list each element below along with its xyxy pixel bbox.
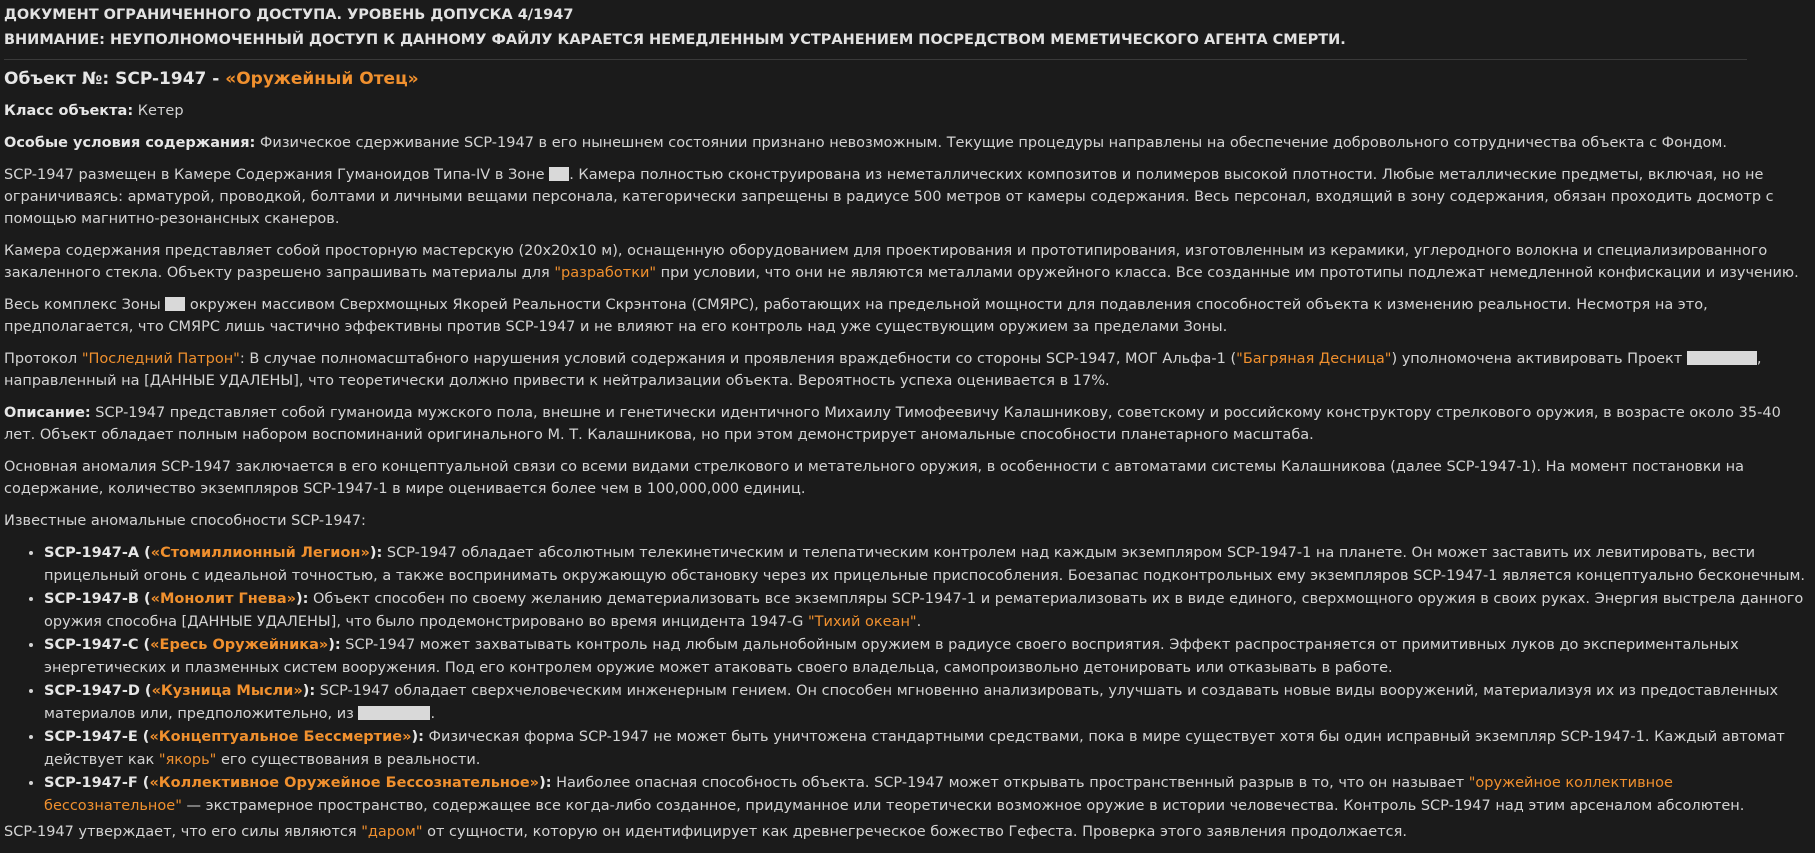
list-item — [44, 726, 1807, 771]
ability-id: SCP-1947-F ( — [44, 775, 150, 791]
description-paragraph-1 — [4, 402, 1807, 446]
ability-name: «Монолит Гнева» — [150, 591, 296, 607]
gift-term: "даром" — [361, 824, 423, 840]
ability-tail: — экстрамерное пространство, содержащее все когда-либо созданное, придуманное или теоретически возможное оружие в истории человечества. Контроль SCP-1947 над этим арсеналом абсолютен. — [181, 797, 1745, 814]
ability-id: SCP-1947-D ( — [44, 683, 152, 699]
containment-intro-text: Физическое сдерживание SCP-1947 в его нынешнем состоянии признано невозможным. Текущие процедуры направлены на обеспечение добровольного сотрудничества объекта с Фондом. — [255, 135, 1727, 151]
abilities-intro: Известные аномальные способности SCP-1947: — [4, 513, 366, 529]
containment-p2-end: при условии, что они не являются металлами оружейного класса. Все созданные им прототипы подлежат немедленной конфискации и изучению. — [656, 265, 1799, 281]
ability-text: Физическая форма SCP-1947 не может быть уничтожена стандартными средствами, пока в мире существует хотя бы один исправный экземпляр SCP-1947-1. Каждый автомат действует как — [44, 729, 1785, 768]
redacted-block — [165, 297, 185, 311]
protocol-text-3: , направленный на [ДАННЫЕ УДАЛЕНЫ], что теоретически должно привести к нейтрализации объекта. Вероятность успеха оценивается в 17%. — [4, 351, 1762, 389]
ability-id-close: ): — [302, 683, 316, 699]
protocol-name: "Последний Патрон" — [81, 351, 240, 367]
list-item — [44, 634, 1807, 679]
containment-intro — [4, 132, 1807, 154]
ability-name: «Коллективное Оружейное Бессознательное» — [149, 775, 540, 791]
ability-text: SCP-1947 может захватывать контроль над любым дальнобойным оружием в радиусе своего восприятия. Эффект распространяется от примитивных луков до экспериментальных энергетических и плазменных систем вооружения. Под его контролем оружие может атаковать своего владельца, самопроизвольно детонировать или отказывать в работе. — [44, 637, 1739, 676]
ability-text: SCP-1947 обладает абсолютным телекинетическим и телепатическим контролем над каждым экземпляром SCP-1947-1 на планете. Он может заставить их левитировать, вести прицельный огонь с идеальной точностью, а также воспринимать окружающую обстановку через их прицельные приспособления. Боезапас подконтрольных ему экземпляров SCP-1947-1 является концептуально бесконечным. — [44, 545, 1806, 584]
protocol-text-2: ) уполномочена активировать Проект — [1391, 351, 1687, 367]
description-p1-text: SCP-1947 представляет собой гуманоида мужского пола, внешне и генетически идентичного Михаилу Тимофеевичу Калашникову, советскому и российскому конструктору стрелкового оружия, в возрасте около 35-40 лет. Объект обладает полным набором воспоминаний оригинального М. Т. Калашникова, но при этом демонстрирует аномальные способности планетарного масштаба. — [4, 405, 1781, 443]
header-divider — [4, 59, 1747, 60]
description-label: Описание: — [4, 405, 91, 421]
containment-p1-end: . Камера полностью сконструирована из неметаллических композитов и полимеров высокой плотности. Любые металлические предметы, включая, но не ограничиваясь: арматурой, проводкой, болтами и личными вещами персонала, категорически запрещены в радиусе 500 метров от камеры содержания. Весь персонал, входящий в зону содержания, обязан проходить досмотр с помощью магнитно-резонансных сканеров. — [4, 167, 1774, 227]
containment-p1-start: SCP-1947 размещен в Камере Содержания Гуманоидов Типа-IV в Зоне — [4, 167, 550, 183]
containment-paragraph-2 — [4, 240, 1807, 284]
object-title — [4, 68, 1807, 90]
ability-id: SCP-1947-B ( — [44, 591, 151, 607]
abilities-list — [4, 542, 1807, 817]
list-item — [44, 542, 1807, 587]
containment-paragraph-4 — [4, 348, 1807, 392]
containment-paragraph-1 — [4, 164, 1807, 230]
ability-text: Наиболее опасная способность объекта. SCP-1947 может открывать пространственный разрыв в то, что он называет — [551, 775, 1469, 791]
closing-paragraph — [4, 821, 1807, 843]
redacted-block — [358, 706, 430, 720]
ability-name: «Стомиллионный Легион» — [150, 545, 370, 561]
object-title-prefix: Объект №: SCP-1947 - — [4, 69, 226, 89]
ability-id-close: ): — [369, 545, 383, 561]
protocol-text: : В случае полномасштабного нарушения условий содержания и проявления враждебности со стороны SCP-1947, МОГ Альфа-1 ( — [239, 351, 1237, 367]
mtf-name: "Багряная Десница" — [1236, 351, 1392, 367]
redacted-block — [1687, 351, 1757, 365]
ability-id: SCP-1947-A ( — [44, 545, 151, 561]
collective-term: "оружейное коллективное бессознательное" — [44, 775, 1673, 814]
closing-start: SCP-1947 утверждает, что его силы являются — [4, 824, 362, 840]
ability-name: «Концептуальное Бессмертие» — [149, 729, 412, 745]
list-item — [44, 588, 1807, 633]
ability-tail: . — [916, 613, 922, 630]
containment-paragraph-3 — [4, 294, 1807, 338]
ability-text: Объект способен по своему желанию дематериализовать все экземпляры SCP-1947-1 и рематериализовать их в виде единого, сверхмощного оружия в своих руках. Энергия выстрела данного оружия способна [ДАННЫЕ УДАЛЕНЫ], что было продемонстрировано во время инцидента 1947-G — [44, 591, 1804, 630]
incident-name: "Тихий океан" — [808, 613, 917, 630]
ability-tail: . — [430, 705, 436, 722]
redacted-block — [549, 167, 569, 181]
list-item — [44, 680, 1807, 725]
description-paragraph-2: Основная аномалия SCP-1947 заключается в его концептуальной связи со всеми видами стрелкового и метательного оружия, в особенности с автоматами системы Калашникова (далее SCP-1947-1). На момент постановки на содержание, количество экземпляров SCP-1947-1 в мире оценивается более чем в 100,000,000 единиц. — [4, 459, 1744, 497]
closing-end: от сущности, которую он идентифицирует как древнегреческое божество Гефеста. Проверка этого заявления продолжается. — [422, 824, 1407, 840]
ability-id-close: ): — [411, 729, 424, 745]
ability-name: «Ересь Оружейника» — [150, 637, 329, 653]
access-level-header: ДОКУМЕНТ ОГРАНИЧЕННОГО ДОСТУПА. УРОВЕНЬ ДОПУСКА 4/1947 — [4, 7, 574, 23]
ability-id-close: ): — [295, 591, 309, 607]
object-class-label: Класс объекта: — [4, 103, 134, 119]
containment-p3-end: окружен массивом Сверхмощных Якорей Реальности Скрэнтона (СМЯРС), работающих на предельной мощности для подавления способностей объекта к изменению реальности. Несмотря на это, предполагается, что СМЯРС лишь частично эффективны против SCP-1947 и не влияют на его контроль над уже существующим оружием за пределами Зоны. — [4, 297, 1708, 335]
anchor-term: "якорь" — [158, 751, 217, 768]
ability-tail: его существования в реальности. — [216, 751, 481, 768]
object-class — [4, 100, 1807, 122]
warning-header: ВНИМАНИЕ: НЕУПОЛНОМОЧЕННЫЙ ДОСТУП К ДАННОМУ ФАЙЛУ КАРАЕТСЯ НЕМЕДЛЕННЫМ УСТРАНЕНИЕМ ПОСРЕДСТВОМ МЕМЕТИЧЕСКОГО АГЕНТА СМЕРТИ. — [4, 32, 1346, 48]
containment-label: Особые условия содержания: — [4, 135, 256, 151]
ability-id: SCP-1947-E ( — [44, 729, 150, 745]
containment-p3-start: Весь комплекс Зоны — [4, 297, 166, 313]
list-item — [44, 772, 1807, 817]
ability-id: SCP-1947-C ( — [44, 637, 151, 653]
object-class-value: Кетер — [133, 103, 184, 119]
quote-highlight: "разработки" — [554, 265, 657, 281]
protocol-start: Протокол — [4, 351, 82, 367]
ability-name: «Кузница Мысли» — [151, 683, 303, 699]
ability-id-close: ): — [328, 637, 341, 653]
containment-p2-start: Камера содержания представляет собой просторную мастерскую (20x20x10 м), оснащенную оборудованием для проектирования и прототипирования, изготовленным из керамики, углеродного волокна и специализированного закаленного стекла. Объекту разрешено запрашивать материалы для — [4, 243, 1768, 281]
object-nickname: «Оружейный Отец» — [225, 69, 419, 89]
ability-text: SCP-1947 обладает сверхчеловеческим инженерным гением. Он способен мгновенно анализировать, улучшать и создавать новые виды вооружений, материализуя их из предоставленных материалов или, предположительно, из — [44, 683, 1779, 722]
ability-id-close: ): — [539, 775, 552, 791]
